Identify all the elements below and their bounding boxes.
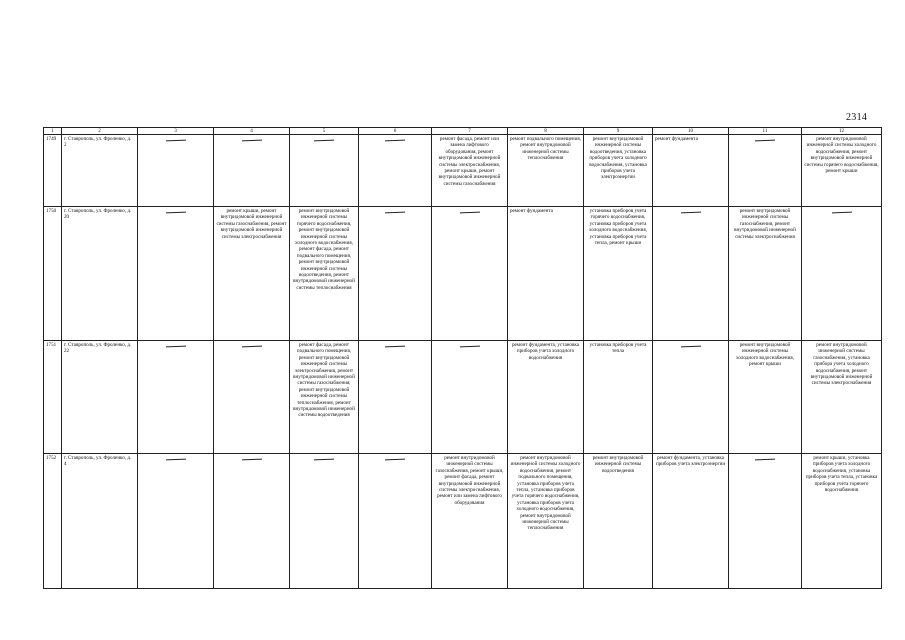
dash-mark [385, 346, 405, 348]
works-cell: ремонт внутридомовой инженерной системы холодного водоснабжения, ремонт внутридомовой инженерной системы горячего водоснабжения, ремонт крыши [802, 135, 882, 207]
works-cell: ремонт подвального помещения, ремонт внутридомовой инженерной системы теплоснабжения [508, 135, 584, 207]
header-row [44, 128, 882, 135]
works-cell: ремонт внутридомовой инженерной системы горячего водоснабжения, ремонт внутридомовой инженерной системы холодного водоснабжения, ремонт фасада, ремонт подвального помещения, ремонт внутридомовой инженерной системы водоотведения, ремонт внутридомовой инженерной системы теплоснабжения [290, 207, 359, 341]
column-header: 7 [432, 128, 508, 135]
column-header: 11 [729, 128, 802, 135]
column-header: 5 [290, 128, 359, 135]
empty-cell [359, 135, 432, 207]
table-row [44, 454, 882, 589]
works-cell: ремонт внутридомовой инженерной системы холодного водоснабжения, ремонт подвального помещения, установка приборов учета тепла, установка приборов учета горячего водоснабжения, установка приборов учета холодного водоснабжения, ремонт внутридомовой инженерной системы теплоснабжения [508, 454, 584, 589]
empty-cell [138, 454, 214, 589]
dash-mark [385, 140, 405, 142]
dash-mark [314, 140, 334, 142]
empty-cell [729, 454, 802, 589]
empty-cell [214, 341, 290, 454]
table-row [44, 135, 882, 207]
row-number: 1752 [44, 454, 62, 589]
works-cell: ремонт внутридомовой инженерной системы водоотведения [584, 454, 653, 589]
works-cell: ремонт фундамента, установка приборов учета электроэнергии [653, 454, 729, 589]
empty-cell [653, 341, 729, 454]
works-cell: ремонт крыши, ремонт внутридомовой инженерной системы газоснабжения, ремонт внутридомовой инженерной системы электроснабжения [214, 207, 290, 341]
empty-cell [359, 454, 432, 589]
address-cell: г. Ставрополь, ул. Фроленко, д. 2 [62, 135, 138, 207]
empty-cell [359, 341, 432, 454]
empty-cell [359, 207, 432, 341]
repair-schedule-table [43, 127, 882, 589]
dash-mark [385, 212, 405, 214]
column-header: 2 [62, 128, 138, 135]
table-row [44, 207, 882, 341]
column-header: 4 [214, 128, 290, 135]
works-cell: ремонт внутридомовой инженерной системы газоснабжения, ремонт крыши, ремонт фасада, ремонт внутридомовой инженерной системы электроснабжения, ремонт или замена лифтового оборудования [432, 454, 508, 589]
table-row [44, 341, 882, 454]
works-cell: установка приборов учета горячего водоснабжения, установка приборов учета холодного водоснабжения, установка приборов учета тепла, ремонт крыши [584, 207, 653, 341]
dash-mark [314, 459, 334, 461]
works-cell: установка приборов учета тепла [584, 341, 653, 454]
dash-mark [241, 140, 261, 142]
works-cell: ремонт внутридомовой инженерной системы газоснабжения, ремонт внутридомовой инженерной системы электроснабжения [729, 207, 802, 341]
page-number: 2314 [846, 112, 868, 123]
column-header: 6 [359, 128, 432, 135]
dash-mark [755, 140, 775, 142]
dash-mark [755, 459, 775, 461]
empty-cell [802, 207, 882, 341]
works-cell: ремонт внутридомовой инженерной системы холодного водоснабжения, ремонт крыши [729, 341, 802, 454]
works-cell: ремонт фундамента, установка приборов учета холодного водоснабжения [508, 341, 584, 454]
dash-mark [385, 459, 405, 461]
dash-mark [165, 459, 185, 461]
column-header: 3 [138, 128, 214, 135]
works-cell: ремонт крыши, установка приборов учета холодного водоснабжения, установка приборов учета тепла, установка приборов учета горячего водоснабжения [802, 454, 882, 589]
empty-cell [290, 454, 359, 589]
column-header: 1 [44, 128, 62, 135]
works-cell: ремонт фундамента [653, 135, 729, 207]
empty-cell [214, 135, 290, 207]
works-cell: ремонт внутридомовой инженерной системы газоснабжения, установка прибора учета холодного водоснабжения, ремонт внутридомовой инженерной системы электроснабжения [802, 341, 882, 454]
empty-cell [138, 135, 214, 207]
dash-mark [459, 346, 479, 348]
dash-mark [165, 140, 185, 142]
empty-cell [214, 454, 290, 589]
empty-cell [138, 341, 214, 454]
dash-mark [165, 212, 185, 214]
column-header: 12 [802, 128, 882, 135]
address-cell: г. Ставрополь, ул. Фроленко, д. 20 [62, 207, 138, 341]
empty-cell [432, 341, 508, 454]
works-cell: ремонт фасада, ремонт подвального помещения, ремонт внутридомовой инженерной системы электроснабжения, ремонт внутридомовой инженерной системы газоснабжения, ремонт внутридомовой инженерной системы теплоснабжения, ремонт внутридомовой инженерной системы водоотведения [290, 341, 359, 454]
dash-mark [241, 346, 261, 348]
dash-mark [680, 346, 700, 348]
row-number: 1751 [44, 341, 62, 454]
empty-cell [653, 207, 729, 341]
empty-cell [432, 207, 508, 341]
works-cell: ремонт фундамента [508, 207, 584, 341]
column-header: 10 [653, 128, 729, 135]
row-number: 1750 [44, 207, 62, 341]
works-cell: ремонт фасада, ремонт или замена лифтового оборудования, ремонт внутридомовой инженерной системы электроснабжения, ремонт крыши, ремонт внутридомовой инженерной системы газоснабжения [432, 135, 508, 207]
dash-mark [459, 212, 479, 214]
address-cell: г. Ставрополь, ул. Фроленко, д. 22 [62, 341, 138, 454]
empty-cell [138, 207, 214, 341]
empty-cell [729, 135, 802, 207]
dash-mark [680, 212, 700, 214]
row-number: 1749 [44, 135, 62, 207]
dash-mark [165, 346, 185, 348]
empty-cell [290, 135, 359, 207]
column-header: 8 [508, 128, 584, 135]
dash-mark [831, 212, 851, 214]
dash-mark [241, 459, 261, 461]
column-header: 9 [584, 128, 653, 135]
address-cell: г. Ставрополь, ул. Фроленко, д. 4 [62, 454, 138, 589]
works-cell: ремонт внутридомовой инженерной системы водоотведения, установка приборов учета холодного водоснабжения, установка приборов учета электроэнергии [584, 135, 653, 207]
